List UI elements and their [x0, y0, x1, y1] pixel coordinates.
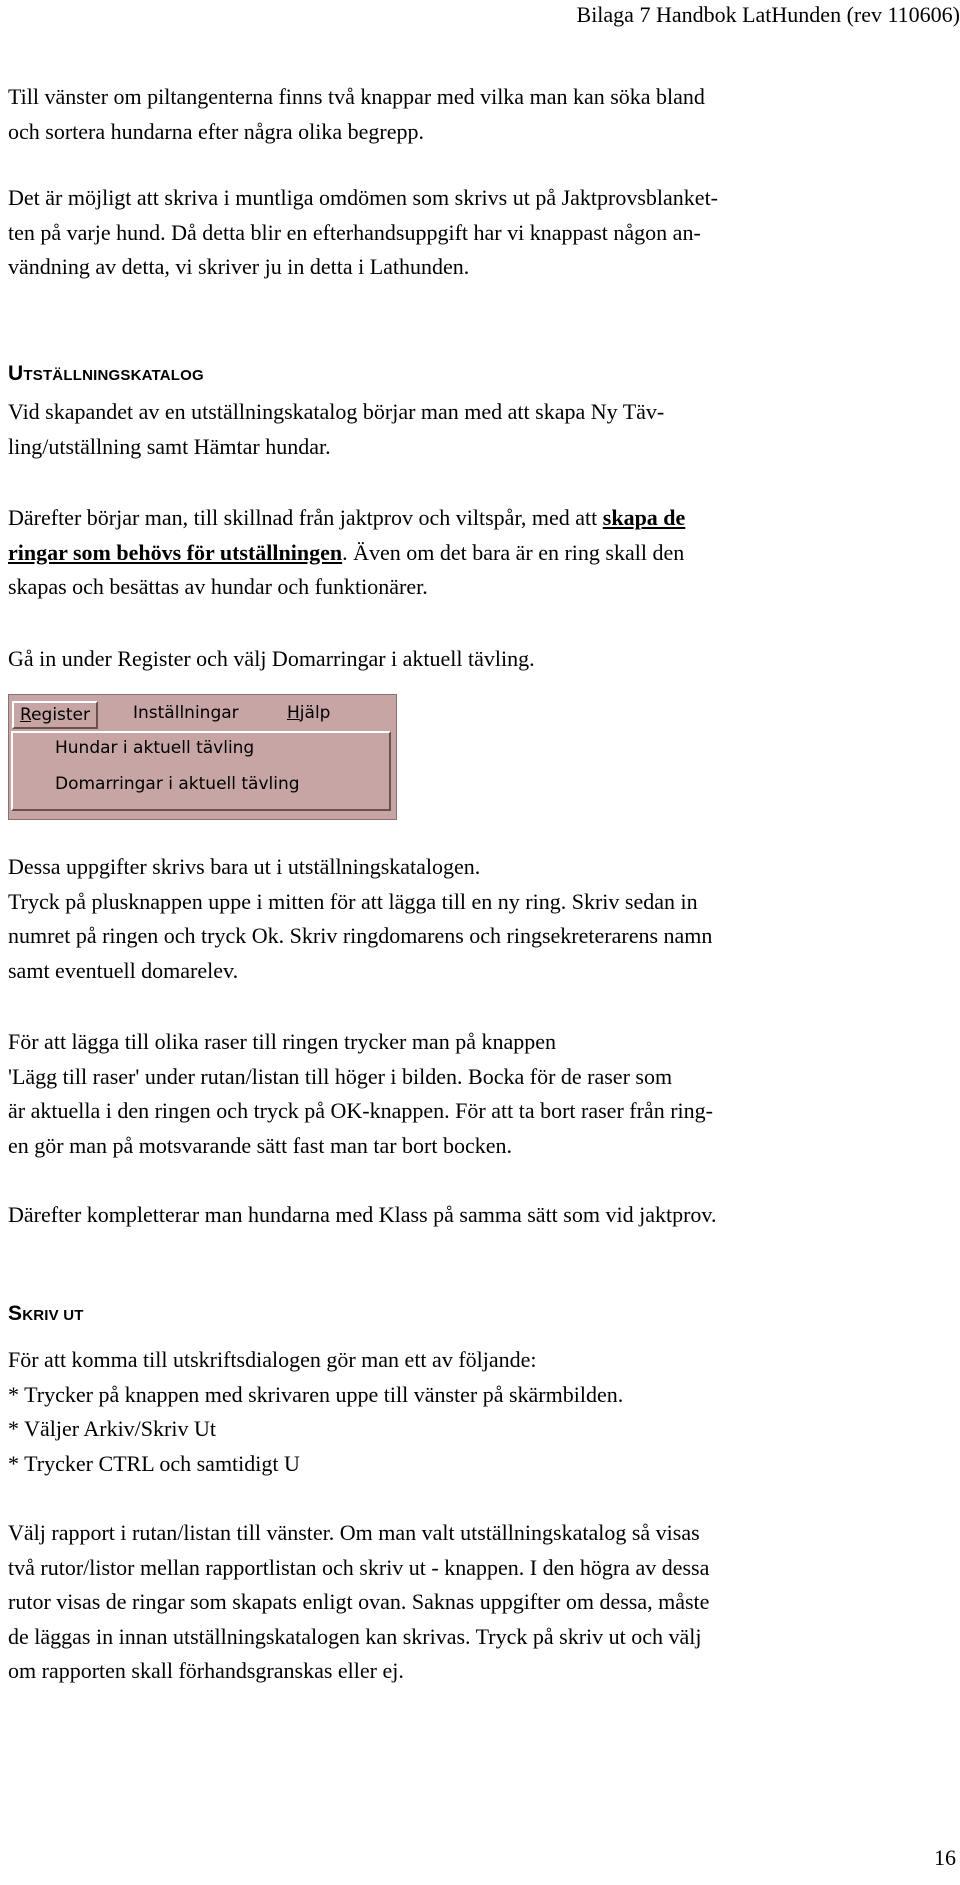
menu-installningar[interactable]: Inställningar: [133, 703, 239, 723]
catalog-paragraph-4: Dessa uppgifter skrivs bara ut i utställningskatalogen. Tryck på plusknappen uppe i mitten för att lägga till en ny ring. Skriv sedan in numret på ringen och tryck Ok. Skriv ringdomarens och ringsekreterarens namn samt eventuell domarelev.: [8, 854, 713, 983]
register-menu-screenshot: [8, 694, 397, 820]
page-header: Bilaga 7 Handbok LatHunden (rev 110606): [576, 2, 960, 27]
catalog-paragraph-5: För att lägga till olika raser till ringen trycker man på knappen 'Lägg till raser' under rutan/listan till höger i bilden. Bocka för de raser som är aktuella i den ringen och tryck på OK-knappen. För att ta bort raser från ring- en gör man på motsvarande sätt fast man tar bort bocken.: [8, 1029, 713, 1158]
section-heading-utstallningskatalog: UTSTÄLLNINGSKATALOG: [8, 362, 204, 385]
emphasis-rings-needed: ringar som behövs för utställningen: [8, 539, 343, 565]
print-paragraph-1: För att komma till utskriftsdialogen gör man ett av följande: * Trycker på knappen med skrivaren uppe till vänster på skärmbilden. * Väljer Arkiv/Skriv Ut * Trycker CTRL och samtidigt U: [8, 1347, 624, 1476]
page-number: 16: [934, 1845, 956, 1870]
catalog-paragraph-1: Vid skapandet av en utställningskatalog börjar man med att skapa Ny Täv- ling/utställning samt Hämtar hundar.: [8, 399, 665, 459]
menu-item-hundar[interactable]: Hundar i aktuell tävling: [55, 738, 255, 758]
print-paragraph-2: Välj rapport i rutan/listan till vänster. Om man valt utställningskatalog så visas två rutor/listor mellan rapportlistan och skriv ut - knappen. I den högra av dessa rutor visas de ringar som skapats enligt ovan. Saknas uppgifter om dessa, måste de läggas in innan utställningskatalogen kan skrivas. Tryck på skriv ut och välj om rapporten skall förhandsgranskas eller ej.: [8, 1520, 710, 1683]
intro-paragraph-2: Det är möjligt att skriva i muntliga omdömen som skrivs ut på Jaktprovsblanket- ten på varje hund. Då detta blir en efterhandsuppgift har vi knappast någon an- vändning av detta, vi skriver ju in detta i Lathunden.: [8, 185, 719, 279]
catalog-paragraph-2: Därefter börjar man, till skillnad från jaktprov och viltspår, med att skapa de ringar som behövs för utställningen. Även om det bara är en ring skall den skapas och besättas av hundar och funktionärer.: [8, 505, 686, 599]
catalog-paragraph-3: Gå in under Register och välj Domarringar i aktuell tävling.: [8, 646, 535, 671]
intro-paragraph-1: Till vänster om piltangenterna finns två knappar med vilka man kan söka bland och sortera hundarna efter några olika begrepp.: [8, 84, 705, 144]
menu-hjalp[interactable]: Hjälp: [287, 703, 331, 723]
catalog-paragraph-6: Därefter kompletterar man hundarna med Klass på samma sätt som vid jaktprov.: [8, 1202, 717, 1227]
section-heading-skriv-ut: SKRIV UT: [8, 1302, 84, 1325]
emphasis-create-rings: skapa de: [602, 505, 686, 530]
menu-item-domarringar[interactable]: Domarringar i aktuell tävling: [55, 774, 300, 794]
menu-bar: [9, 695, 396, 731]
register-dropdown: [11, 731, 391, 811]
menu-register[interactable]: Register: [12, 701, 98, 729]
